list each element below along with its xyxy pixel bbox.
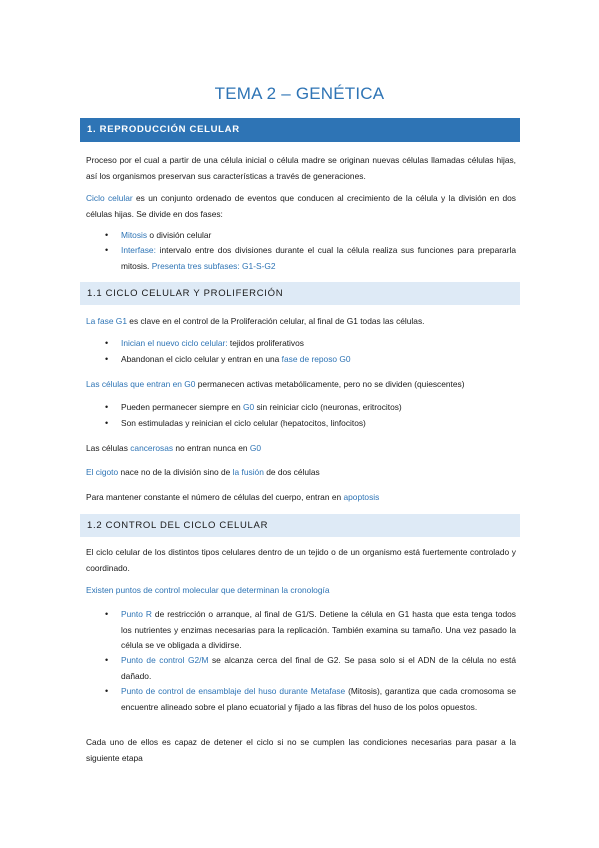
list-item bbox=[121, 336, 516, 352]
body-text: no entran nunca en bbox=[173, 443, 250, 453]
list-item bbox=[121, 400, 516, 416]
body-text: es clave en el control de la Proliferación celular, al final de G1 todas las células. bbox=[126, 316, 425, 326]
body-text: de restricción o arranque, al final de G1/S. Detiene la célula en G1 hasta que esta tenga todos los nutrientes y enzimas necesarias para la replicación. También examina su tamaño. Una vez pasado la célula se ve obligada a dividirse. bbox=[121, 609, 516, 650]
highlight-text: La fase G1 bbox=[86, 316, 127, 326]
highlight-text: G0 bbox=[242, 402, 255, 412]
highlight-text: cancerosas bbox=[130, 443, 174, 453]
list-item bbox=[121, 653, 516, 684]
body-text: permanecen activas metabólicamente, pero no se dividen (quiescentes) bbox=[195, 379, 465, 389]
body-text: Son estimuladas y reinician el ciclo celular (hepatocitos, linfocitos) bbox=[121, 418, 366, 428]
highlight-text: Ciclo celular bbox=[86, 193, 133, 203]
highlight-text: Interfase: bbox=[121, 245, 156, 255]
paragraph-apoptosis bbox=[86, 489, 516, 505]
body-text: es un conjunto ordenado de eventos que conducen al crecimiento de la célula y la división en dos células hijas. Se divide en dos fases: bbox=[86, 193, 516, 219]
body-text: Las células bbox=[86, 443, 131, 453]
body-text: nace no de la división sino de bbox=[118, 467, 233, 477]
list-item bbox=[121, 228, 516, 244]
page-title: TEMA 2 – GENÉTICA bbox=[214, 84, 385, 103]
paragraph-puntos-control: Existen puntos de control molecular que determinan la cronología bbox=[86, 585, 330, 595]
highlight-text: apoptosis bbox=[343, 492, 380, 502]
highlight-text: Las células que entran en G0 bbox=[86, 379, 196, 389]
paragraph-fase-g1 bbox=[86, 313, 516, 329]
highlight-text: Mitosis bbox=[121, 230, 148, 240]
list-item bbox=[121, 243, 516, 274]
body-text: Abandonan el ciclo celular y entran en una bbox=[121, 354, 282, 364]
highlight-text: Presenta tres subfases: G1-S-G2 bbox=[151, 260, 276, 271]
highlight-text: Punto de control de ensamblaje del huso durante Metafase bbox=[121, 686, 346, 696]
highlight-text: Punto de control G2/M bbox=[121, 655, 209, 665]
paragraph-cancerosas bbox=[86, 440, 516, 456]
body-text: intervalo entre dos divisiones durante el cual la célula realiza sus funciones para prepararla mitosis. bbox=[121, 245, 516, 271]
highlight-text: fase de reposo G0 bbox=[281, 354, 351, 364]
paragraph-cigoto bbox=[86, 464, 516, 480]
section-heading-ciclo-proliferacion: 1.1 CICLO CELULAR Y PROLIFERCIÓN bbox=[80, 282, 520, 305]
paragraph-definicion: Proceso por el cual a partir de una célula inicial o célula madre se originan nuevas células llamadas células hijas, así los organismos preservan sus características a través de generaciones. bbox=[86, 155, 516, 181]
body-text: tejidos proliferativos bbox=[227, 338, 304, 348]
highlight-text: Punto R bbox=[121, 609, 152, 619]
list-item bbox=[121, 607, 516, 654]
body-text: (Mitosis), garantiza que cada cromosoma se encuentre alineado sobre el plano ecuatorial y fijado a las fibras del huso de los polos opuestos. bbox=[121, 686, 516, 712]
paragraph-ciclo-celular bbox=[86, 190, 516, 222]
paragraph-detener-ciclo: Cada uno de ellos es capaz de detener el ciclo si no se cumplen las condiciones necesarias para pasar a la siguiente etapa bbox=[86, 737, 516, 763]
highlight-text: El cigoto bbox=[86, 467, 119, 477]
body-text: Para mantener constante el número de células del cuerpo, entran en bbox=[86, 492, 344, 502]
section-heading-control-ciclo: 1.2 CONTROL DEL CICLO CELULAR bbox=[80, 514, 520, 537]
list-item bbox=[121, 684, 516, 715]
list-item bbox=[121, 416, 516, 432]
body-text: Pueden permanecer siempre en bbox=[121, 402, 243, 412]
paragraph-g0 bbox=[86, 376, 516, 392]
body-text: o división celular bbox=[147, 230, 212, 240]
paragraph-control-coordinado: El ciclo celular de los distintos tipos celulares dentro de un tejido o de un organismo está fuertemente controlado y coordinado. bbox=[86, 547, 516, 573]
highlight-text: la fusión bbox=[232, 467, 264, 477]
body-text: sin reiniciar ciclo (neuronas, eritrocitos) bbox=[254, 402, 402, 412]
list-item bbox=[121, 352, 516, 368]
highlight-text: Inician el nuevo ciclo celular: bbox=[121, 338, 228, 348]
body-text: de dos células bbox=[263, 467, 320, 477]
body-text: se alcanza cerca del final de G2. Se pasa solo si el ADN de la célula no está dañado. bbox=[121, 655, 516, 681]
highlight-text: G0 bbox=[249, 443, 262, 453]
section-heading-reproduccion: 1. REPRODUCCIÓN CELULAR bbox=[80, 118, 520, 142]
